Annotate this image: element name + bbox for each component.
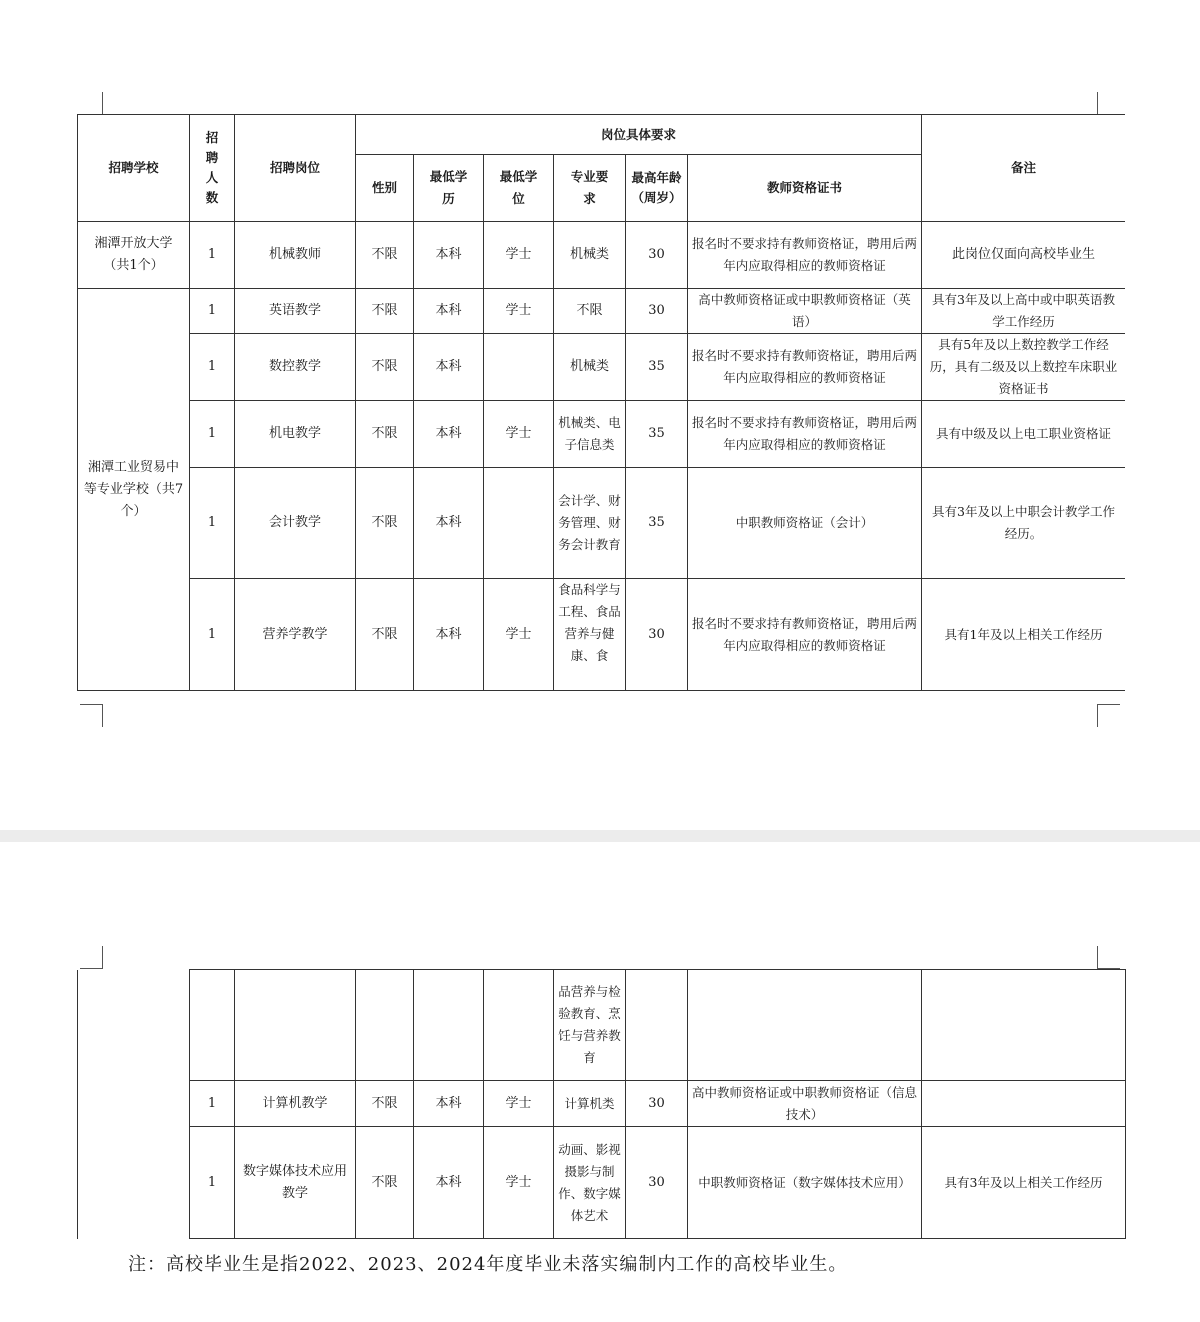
remark-cell: 具有3年及以上中职会计教学工作经历。 (922, 468, 1125, 579)
major-cell: 机械类、电子信息类 (554, 401, 626, 468)
margin-corner-mark (1097, 704, 1120, 727)
certificate-cell: 高中教师资格证或中职教师资格证（信息技术） (688, 1081, 922, 1127)
age-cell: 35 (626, 401, 688, 468)
education-cell: 本科 (414, 334, 484, 401)
remark-cell: 具有中级及以上电工职业资格证 (922, 401, 1125, 468)
remark-cell: 具有5年及以上数控教学工作经历，具有二级及以上数控车床职业资格证书 (922, 334, 1125, 401)
degree-cell: 学士 (484, 222, 554, 289)
table-row (78, 1081, 1126, 1127)
major-cell: 机械类 (554, 334, 626, 401)
table-row (78, 289, 1126, 334)
position-cell: 计算机教学 (235, 1081, 356, 1127)
header-max-age: 最高年龄（周岁） (626, 155, 688, 222)
count-cell: 1 (190, 468, 235, 579)
age-cell: 35 (626, 468, 688, 579)
table-row (78, 970, 1126, 1081)
remark-cell: 具有1年及以上相关工作经历 (922, 579, 1125, 691)
certificate-cell: 中职教师资格证（会计） (688, 468, 922, 579)
age-cell: 30 (626, 1081, 688, 1127)
footnote: 注：高校毕业生是指2022、2023、2024年度毕业未落实编制内工作的高校毕业生。 (128, 1254, 848, 1275)
count-cell: 1 (190, 222, 235, 289)
age-cell: 30 (626, 1127, 688, 1239)
header-certificate: 教师资格证书 (688, 155, 922, 222)
education-cell: 本科 (414, 1081, 484, 1127)
margin-corner-mark (80, 92, 103, 115)
remark-cell (922, 970, 1126, 1081)
age-cell: 30 (626, 289, 688, 334)
table-row (78, 401, 1126, 468)
age-cell: 30 (626, 222, 688, 289)
gender-cell: 不限 (356, 1127, 414, 1239)
degree-cell (484, 970, 554, 1081)
education-cell: 本科 (414, 468, 484, 579)
school-cell (78, 970, 190, 1239)
table-row (78, 579, 1126, 691)
position-cell: 机械教师 (235, 222, 356, 289)
count-cell: 1 (190, 579, 235, 691)
education-cell: 本科 (414, 401, 484, 468)
margin-corner-mark (1097, 92, 1120, 115)
position-cell: 数字媒体技术应用教学 (235, 1127, 356, 1239)
recruitment-table (77, 114, 1125, 691)
certificate-cell (688, 970, 922, 1081)
header-degree: 最低学位 (484, 155, 554, 222)
education-cell (414, 970, 484, 1081)
degree-cell: 学士 (484, 1127, 554, 1239)
header-requirements: 岗位具体要求 (356, 115, 922, 155)
gender-cell: 不限 (356, 334, 414, 401)
education-cell: 本科 (414, 1127, 484, 1239)
certificate-cell: 报名时不要求持有教师资格证，聘用后两年内应取得相应的教师资格证 (688, 579, 922, 691)
table-row (78, 1127, 1126, 1239)
education-cell: 本科 (414, 222, 484, 289)
education-cell: 本科 (414, 579, 484, 691)
major-cell: 会计学、财务管理、财务会计教育 (554, 468, 626, 579)
gender-cell: 不限 (356, 579, 414, 691)
table-row (78, 334, 1126, 401)
count-cell: 1 (190, 401, 235, 468)
position-cell: 机电教学 (235, 401, 356, 468)
header-major: 专业要求 (554, 155, 626, 222)
degree-cell: 学士 (484, 1081, 554, 1127)
header-position: 招聘岗位 (235, 115, 356, 222)
gender-cell: 不限 (356, 401, 414, 468)
table-row (78, 222, 1126, 289)
header-remarks: 备注 (922, 115, 1125, 222)
degree-cell: 学士 (484, 401, 554, 468)
gender-cell: 不限 (356, 468, 414, 579)
position-cell: 英语教学 (235, 289, 356, 334)
remark-cell: 具有3年及以上高中或中职英语教学工作经历 (922, 289, 1125, 334)
margin-corner-mark (80, 704, 103, 727)
header-count: 招聘人数 (190, 115, 235, 222)
school-cell: 湘潭工业贸易中等专业学校（共7个） (78, 289, 190, 691)
major-cell: 品营养与检验教育、烹饪与营养教育 (554, 970, 626, 1081)
header-education: 最低学历 (414, 155, 484, 222)
degree-cell (484, 468, 554, 579)
education-cell: 本科 (414, 289, 484, 334)
margin-corner-mark (80, 946, 103, 969)
major-cell: 机械类 (554, 222, 626, 289)
major-cell: 计算机类 (554, 1081, 626, 1127)
certificate-cell: 报名时不要求持有教师资格证，聘用后两年内应取得相应的教师资格证 (688, 222, 922, 289)
margin-corner-mark (1097, 946, 1120, 969)
gender-cell: 不限 (356, 1081, 414, 1127)
header-school: 招聘学校 (78, 115, 190, 222)
page-gap (0, 830, 1200, 842)
position-cell: 会计教学 (235, 468, 356, 579)
gender-cell: 不限 (356, 222, 414, 289)
count-cell: 1 (190, 289, 235, 334)
certificate-cell: 高中教师资格证或中职教师资格证（英语） (688, 289, 922, 334)
major-cell: 动画、影视摄影与制作、数字媒体艺术 (554, 1127, 626, 1239)
age-cell: 35 (626, 334, 688, 401)
position-cell (235, 970, 356, 1081)
table-clip (77, 114, 1125, 693)
document-page-2 (0, 842, 1200, 1322)
major-cell: 不限 (554, 289, 626, 334)
age-cell: 30 (626, 579, 688, 691)
count-cell: 1 (190, 1127, 235, 1239)
gender-cell (356, 970, 414, 1081)
school-cell: 湘潭开放大学（共1个） (78, 222, 190, 289)
degree-cell: 学士 (484, 289, 554, 334)
degree-cell: 学士 (484, 579, 554, 691)
certificate-cell: 中职教师资格证（数字媒体技术应用） (688, 1127, 922, 1239)
table-row (78, 468, 1126, 579)
remark-cell: 此岗位仅面向高校毕业生 (922, 222, 1125, 289)
recruitment-table-continued (77, 969, 1126, 1239)
header-gender: 性别 (356, 155, 414, 222)
remark-cell (922, 1081, 1126, 1127)
degree-cell (484, 334, 554, 401)
remark-cell: 具有3年及以上相关工作经历 (922, 1127, 1126, 1239)
certificate-cell: 报名时不要求持有教师资格证，聘用后两年内应取得相应的教师资格证 (688, 334, 922, 401)
major-cell: 食品科学与工程、食品营养与健康、食 (554, 579, 626, 691)
count-cell: 1 (190, 1081, 235, 1127)
age-cell (626, 970, 688, 1081)
count-cell: 1 (190, 334, 235, 401)
position-cell: 营养学教学 (235, 579, 356, 691)
position-cell: 数控教学 (235, 334, 356, 401)
gender-cell: 不限 (356, 289, 414, 334)
certificate-cell: 报名时不要求持有教师资格证，聘用后两年内应取得相应的教师资格证 (688, 401, 922, 468)
count-cell (190, 970, 235, 1081)
